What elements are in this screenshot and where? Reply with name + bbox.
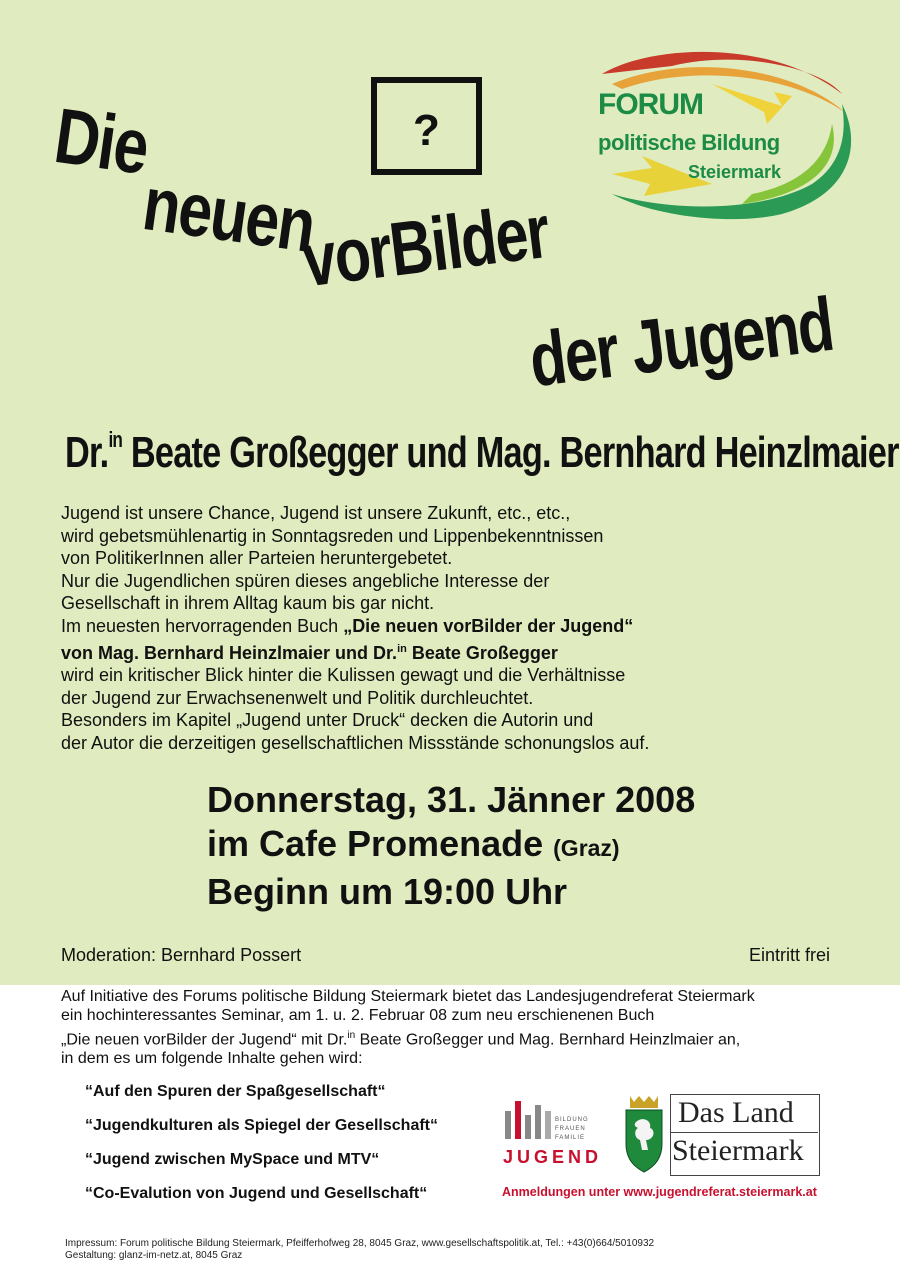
admission-text: Eintritt frei: [749, 945, 831, 965]
authors-names: Beate Großegger und Mag. Bernhard Heinzlmaier: [130, 428, 899, 477]
topic-item: “Co-Evalution von Jugend und Gesellschaft“: [85, 1185, 428, 1202]
initiative-line: [61, 1026, 841, 1050]
topics-list: [85, 1082, 438, 1218]
event-venue-line: [207, 822, 695, 870]
intro-line: wird gebetsmühlenartig in Sonntagsreden und Lippenbekenntnissen: [61, 525, 604, 546]
intro-text: Beate Großegger: [406, 642, 558, 663]
land-line2: Steiermark: [672, 1134, 804, 1167]
intro-line: Nur die Jugendlichen spüren dieses angebliche Interesse der: [61, 570, 550, 591]
forum-logo: [592, 44, 864, 224]
title-word-neuen: neuen: [138, 160, 320, 269]
intro-line: Jugend ist unsere Chance, Jugend ist unsere Zukunft, etc., etc.,: [61, 503, 571, 523]
book-title: „Die neuen vorBilder der Jugend“: [343, 615, 634, 636]
title-word-vorbilder: vorBilder: [298, 188, 553, 304]
intro-line: Gesellschaft in ihrem Alltag kaum bis gar nicht.: [61, 593, 435, 614]
initiative-line: in dem es um folgende Inhalte gehen wird:: [61, 1050, 363, 1068]
title-word-der-jugend: der Jugend: [525, 281, 838, 404]
authors-dr: Dr.: [65, 428, 109, 477]
initiative-line: ein hochinteressantes Seminar, am 1. u. 2. Februar 08 zum neu erschienenen Buch: [61, 1007, 655, 1025]
authors-dr-sup: in: [108, 427, 123, 452]
intro-paragraph: [61, 502, 721, 755]
intro-line: von PolitikerInnen aller Parteien heruntergebetet.: [61, 548, 453, 569]
land-steiermark-logo: [622, 1094, 822, 1176]
land-divider: [670, 1132, 818, 1133]
logo-forum-text: FORUM: [598, 88, 703, 121]
jugend-logo: [503, 1097, 603, 1169]
logo-bar: [525, 1115, 531, 1139]
title-word-die: Die: [49, 90, 154, 191]
land-line1: Das Land: [678, 1096, 794, 1129]
intro-line: [61, 638, 721, 665]
logo-jugend-text: JUGEND: [503, 1147, 603, 1167]
logo-small-text: FRAUEN: [555, 1126, 586, 1132]
registration-text: Anmeldungen unter www.jugendreferat.steiermark.at: [502, 1185, 817, 1199]
intro-text: von Mag. Bernhard Heinzlmaier und Dr.: [61, 642, 398, 663]
event-city: (Graz): [553, 835, 620, 861]
intro-text: Im neuesten hervorragenden Buch: [61, 615, 344, 636]
logo-small-text: BILDUNG: [555, 1117, 589, 1123]
event-time: Beginn um 19:00 Uhr: [207, 871, 568, 912]
question-mark-box: [371, 77, 482, 175]
intro-line: wird ein kritischer Blick hinter die Kulissen gewagt und die Verhältnisse: [61, 665, 626, 686]
intro-line: Besonders im Kapitel „Jugend unter Druck“ decken die Autorin und: [61, 710, 594, 731]
question-mark: ?: [413, 106, 440, 155]
intro-line: der Autor die derzeitigen gesellschaftlichen Missstände schonungslos auf.: [61, 732, 650, 753]
event-details: [207, 778, 695, 914]
topic-item: “Jugendkulturen als Spiegel der Gesellschaft“: [85, 1117, 438, 1134]
intro-line: der Jugend zur Erwachsenenwelt und Politik durchleuchtet.: [61, 687, 534, 708]
logo-bar: [515, 1101, 521, 1139]
authors-heading: [65, 427, 899, 478]
event-date: Donnerstag, 31. Jänner 2008: [207, 779, 696, 820]
initiative-text: „Die neuen vorBilder der Jugend“ mit Dr.: [61, 1030, 348, 1048]
intro-sup: in: [397, 642, 407, 655]
logo-politische-bildung-text: politische Bildung: [598, 130, 780, 155]
topic-item: “Auf den Spuren der Spaßgesellschaft“: [85, 1083, 386, 1100]
initiative-text: Beate Großegger und Mag. Bernhard Heinzlmaier an,: [355, 1030, 741, 1048]
logo-small-text: FAMILIE: [555, 1135, 586, 1141]
topic-item: “Jugend zwischen MySpace und MTV“: [85, 1151, 380, 1168]
initiative-paragraph: [61, 987, 841, 1069]
initiative-line: Auf Initiative des Forums politische Bildung Steiermark bietet das Landesjugendreferat Steiermark: [61, 988, 755, 1005]
event-venue: im Cafe Promenade: [207, 823, 544, 864]
impressum-line: Impressum: Forum politische Bildung Steiermark, Pfeifferhofweg 28, 8045 Graz, www.gesellschaftspolitik.at, Tel.: +43(0)664/5010932: [65, 1238, 655, 1249]
logo-steiermark-text: Steiermark: [688, 162, 782, 182]
impressum-line: Gestaltung: glanz-im-netz.at, 8045 Graz: [65, 1250, 243, 1261]
impressum: [65, 1238, 654, 1262]
logo-bar: [505, 1111, 511, 1139]
logo-bar: [545, 1111, 551, 1139]
coat-of-arms-icon: [622, 1094, 666, 1174]
logo-bar: [535, 1105, 541, 1139]
moderation-text: Moderation: Bernhard Possert: [61, 945, 302, 965]
intro-line: [61, 615, 721, 638]
initiative-sup: in: [347, 1029, 356, 1041]
